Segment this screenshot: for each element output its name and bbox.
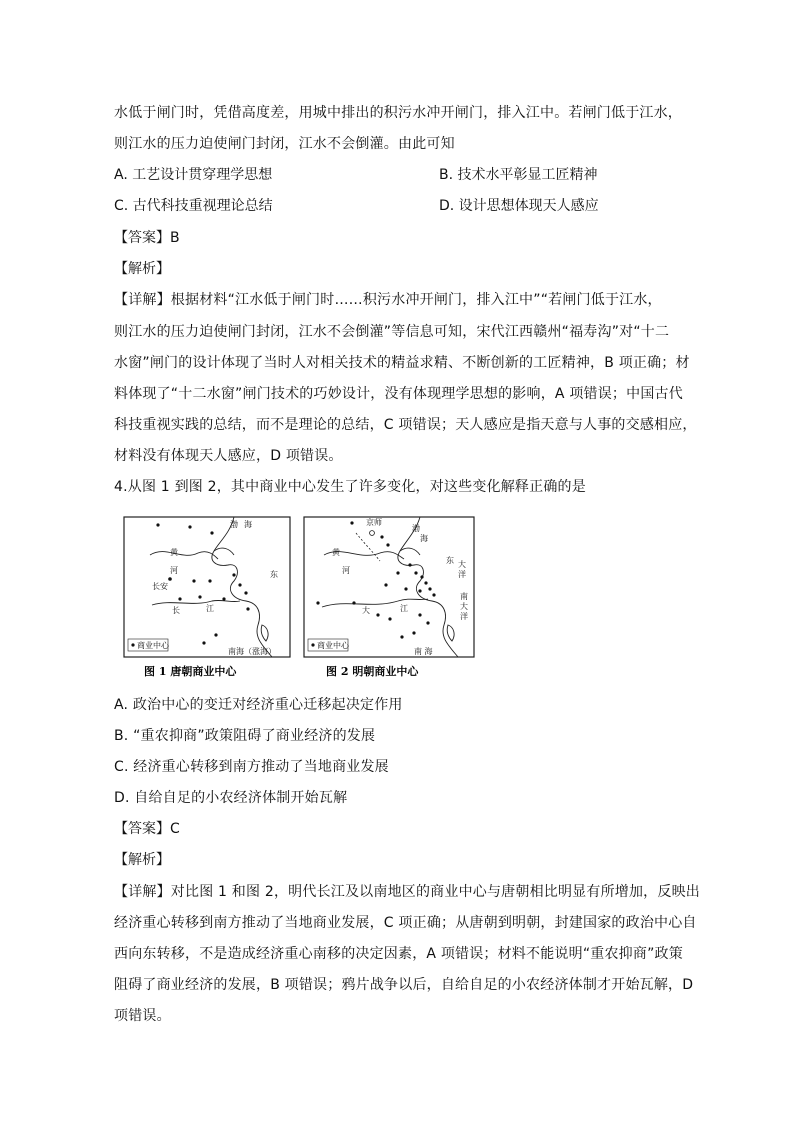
map2-city xyxy=(404,587,407,590)
q4-detail-line-4: 阻碍了商业经济的发展，B 项错误；鸦片战争以后，自给自足的小农经济体制才开始瓦解，D xyxy=(114,977,694,993)
map2-label-da: 大 xyxy=(362,606,370,615)
map1-city xyxy=(198,595,201,598)
map1-city xyxy=(202,641,205,644)
q3-option-d: D. 设计思想体现天人感应 xyxy=(439,198,599,214)
map1-label-south-sea: 南海（涨海） xyxy=(228,647,276,656)
q4-map-figures xyxy=(122,515,478,683)
map1-label-jiang: 江 xyxy=(206,604,214,613)
q3-detail-line-6: 材料没有体现天人感应，D 项错误。 xyxy=(114,448,343,464)
q4-option-a: A. 政治中心的变迁对经济重心迁移起决定作用 xyxy=(114,697,403,713)
map1-caption: 图 1 唐朝商业中心 xyxy=(144,665,237,678)
map2-label-river: 河 xyxy=(342,566,350,575)
map2-ming xyxy=(304,517,474,678)
map2-city xyxy=(396,571,399,574)
map2-label-nanhai: 南 海 xyxy=(414,647,433,656)
q4-answer: 【答案】C xyxy=(114,821,180,837)
map1-label-bohai: 渤 xyxy=(230,520,238,529)
map2-city xyxy=(388,617,391,620)
map2-city xyxy=(384,583,387,586)
map2-city xyxy=(350,521,353,524)
map1-city xyxy=(168,577,172,581)
map1-city xyxy=(210,531,213,534)
q3-detail-line-1: 【详解】根据材料“江水低于闸门时……积污水冲开闸门，排入江中”“若闸门低于江水， xyxy=(114,292,662,308)
map2-label-east-3: 洋 xyxy=(458,570,466,579)
q3-answer: 【答案】B xyxy=(114,230,180,246)
map2-city xyxy=(376,613,379,616)
map2-city xyxy=(412,631,415,634)
map1-label-sea: 海 xyxy=(244,520,252,529)
map1-city xyxy=(192,579,195,582)
map2-city xyxy=(418,589,421,592)
map2-label-south-3: 洋 xyxy=(460,612,468,621)
map1-city xyxy=(214,633,217,636)
map2-city xyxy=(420,575,423,578)
map1-legend-dot xyxy=(131,643,134,646)
map1-label-east: 东 xyxy=(270,570,278,579)
map1-city xyxy=(156,523,159,526)
map2-city xyxy=(380,535,383,538)
q4-stem: 4.从图 1 到图 2，其中商业中心发生了许多变化，对这些变化解释正确的是 xyxy=(114,479,586,495)
map2-label-east-1: 东 xyxy=(446,556,454,565)
map1-city xyxy=(238,583,241,586)
q3-analysis-heading: 【解析】 xyxy=(114,261,170,277)
map2-city xyxy=(408,563,411,566)
maps-svg xyxy=(122,515,478,683)
q3-detail-line-3: 水窗”闸门的设计体现了当时人对相关技术的精益求精、不断创新的工匠精神，B 项正确；材 xyxy=(114,355,690,371)
q4-analysis-heading: 【解析】 xyxy=(114,852,170,868)
map1-label-yellow: 黄 xyxy=(170,548,178,557)
map2-legend-label: 商业中心 xyxy=(317,641,349,650)
q3-detail-line-2: 则江水的压力迫使闸门封闭，江水不会倒灌”等信息可知，宋代江西赣州“福寿沟”对“十二 xyxy=(114,324,670,340)
q3-detail-line-5: 科技重视实践的总结，而不是理论的总结，C 项错误；天人感应是指天意与人事的交感相应， xyxy=(114,417,697,433)
q3-option-a: A. 工艺设计贯穿理学思想 xyxy=(114,167,273,183)
q4-option-c: C. 经济重心转移到南方推动了当地商业发展 xyxy=(114,759,389,775)
map1-city xyxy=(246,607,249,610)
map2-label-jiang: 江 xyxy=(400,604,408,613)
map2-city xyxy=(414,571,417,574)
map1-frame xyxy=(124,517,290,657)
map2-label-jingshi: 京师 xyxy=(366,518,382,527)
map1-city xyxy=(188,525,191,528)
q3-stem-line-1: 水低于闸门时，凭借高度差，用城中排出的积污水冲开闸门，排入江中。若闸门低于江水， xyxy=(114,105,682,121)
q4-option-b: B. “重农抑商”政策阻碍了商业经济的发展 xyxy=(114,728,376,744)
map2-label-yellow: 黄 xyxy=(332,548,340,557)
q4-detail-line-3: 西向东转移，不是造成经济重心南移的决定因素，A 项错误；材料不能说明“重农抑商”政策 xyxy=(114,946,683,962)
map2-city xyxy=(418,613,421,616)
map2-label-south-1: 南 xyxy=(460,592,468,601)
map2-city xyxy=(316,601,319,604)
map2-caption: 图 2 明朝商业中心 xyxy=(326,665,419,678)
map1-city xyxy=(178,597,181,600)
map1-city xyxy=(222,597,225,600)
map2-legend-dot xyxy=(311,643,314,646)
map1-city xyxy=(232,573,235,576)
q4-detail-line-2: 经济重心转移到南方推动了当地商业发展，C 项正确；从唐朝到明朝，封建国家的政治中心自 xyxy=(114,915,697,931)
q3-stem-line-2: 则江水的压力迫使闸门封闭，江水不会倒灌。由此可知 xyxy=(114,136,455,152)
map2-city xyxy=(352,601,355,604)
map2-label-south-2: 大 xyxy=(460,602,468,611)
map2-label-east-2: 大 xyxy=(458,560,466,569)
map1-legend-label: 商业中心 xyxy=(137,641,169,650)
q3-option-c: C. 古代科技重视理论总结 xyxy=(114,198,273,214)
map2-city xyxy=(426,621,429,624)
map2-city xyxy=(400,635,403,638)
q3-detail-line-4: 料体现了“十二水窗”闸门技术的巧妙设计，没有体现理学思想的影响，A 项错误；中国古代 xyxy=(114,386,683,402)
map1-label-changan: 长安 xyxy=(152,582,168,591)
q3-option-b: B. 技术水平彰显工匠精神 xyxy=(439,167,598,183)
q4-detail-line-1: 【详解】对比图 1 和图 2，明代长江及以南地区的商业中心与唐朝相比明显有所增加，反映出 xyxy=(114,884,700,900)
map2-city xyxy=(432,593,435,596)
map1-tang xyxy=(124,517,290,678)
map2-label-sea: 海 xyxy=(420,534,428,543)
map2-city xyxy=(386,543,389,546)
map2-label-bohai: 渤 xyxy=(412,524,420,533)
map1-city xyxy=(244,591,247,594)
map1-city xyxy=(208,579,211,582)
map1-label-chang: 长 xyxy=(172,606,180,615)
map1-label-river: 河 xyxy=(170,566,178,575)
q4-option-d: D. 自给自足的小农经济体制开始瓦解 xyxy=(114,790,348,806)
map2-city xyxy=(424,581,427,584)
map2-city xyxy=(428,587,431,590)
q4-detail-line-5: 项错误。 xyxy=(114,1008,171,1024)
